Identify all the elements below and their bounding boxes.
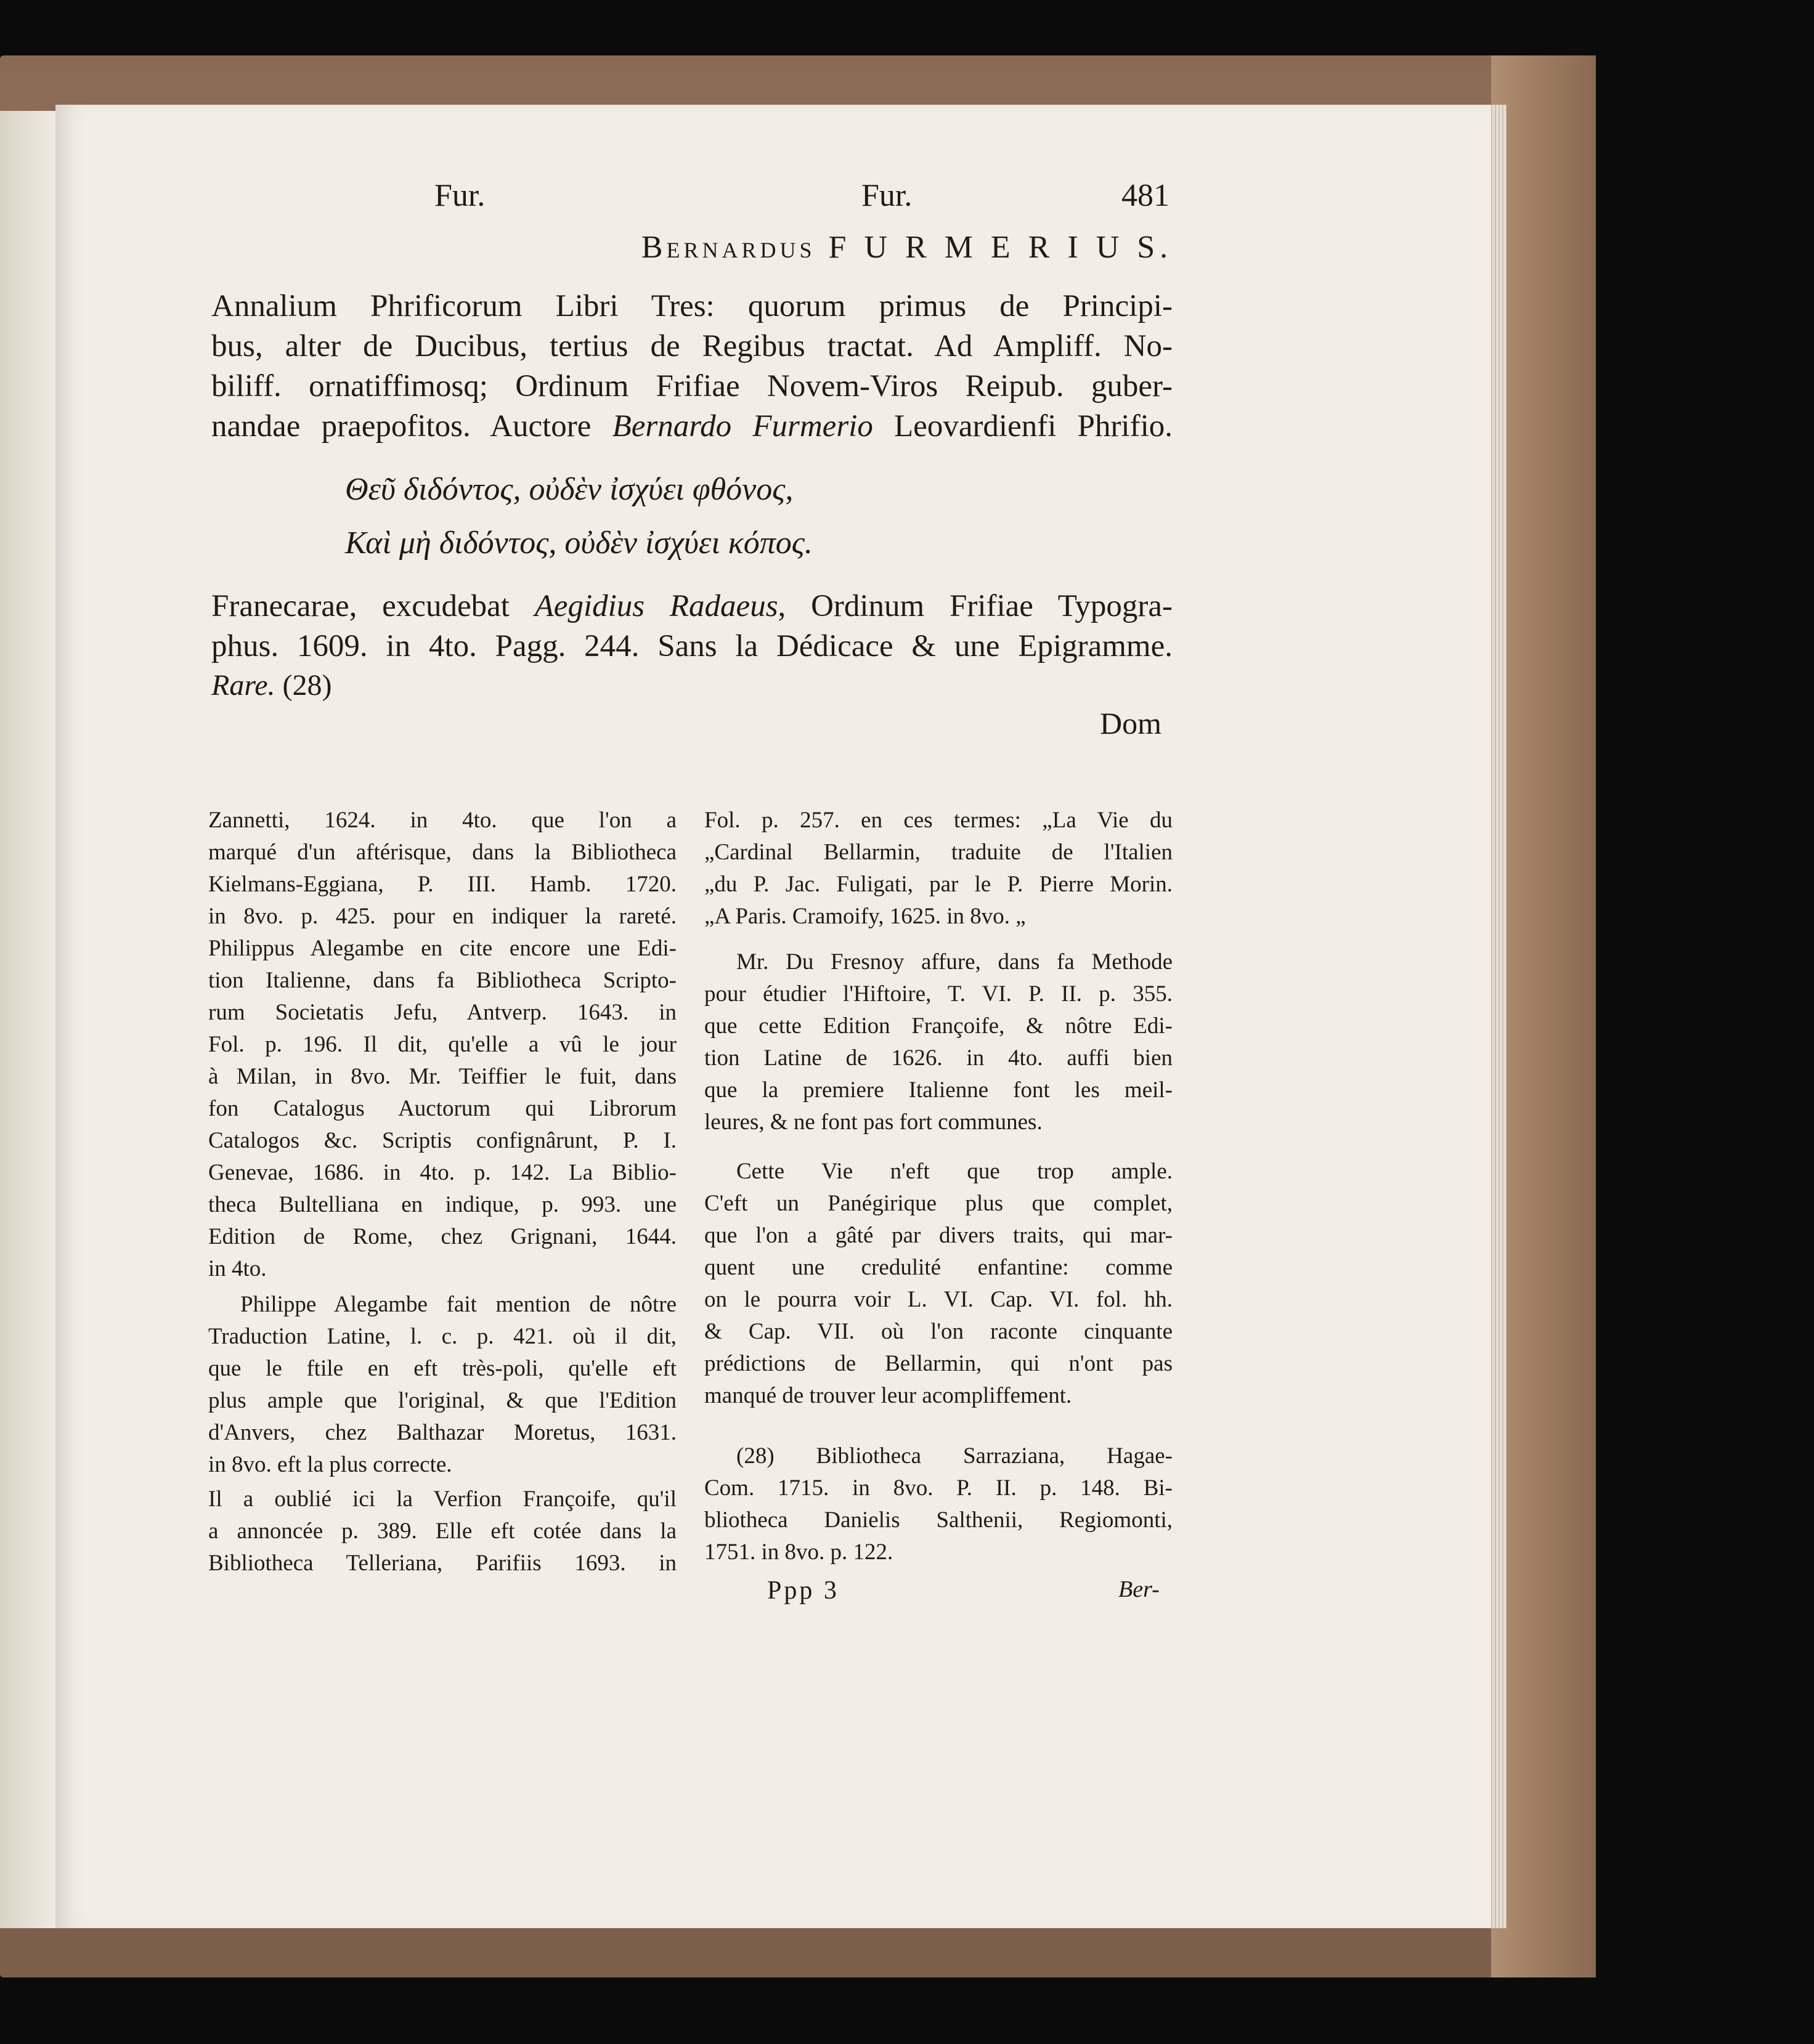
- right-line-6: pour étudier l'Hiftoire, T. VI. P. II. p. 355.: [704, 981, 1173, 1007]
- signature-mark: Ppp 3: [767, 1576, 839, 1605]
- left-line-19: plus ample que l'original, & que l'Edition: [208, 1388, 677, 1413]
- right-line-12: C'eft un Panégirique plus que complet,: [704, 1191, 1173, 1216]
- left-line-6: tion Italienne, dans fa Bibliotheca Scripto-: [208, 968, 677, 993]
- right-line-14: quent une credulité enfantine: comme: [704, 1255, 1173, 1280]
- footnote-line-3: bliotheca Danielis Salthenii, Regiomonti,: [704, 1507, 1173, 1533]
- right-line-17: prédictions de Bellarmin, qui n'ont pas: [704, 1351, 1173, 1376]
- printer-name: Aegidius Radaeus: [534, 589, 778, 623]
- author-name: Bernardo Furmerio: [612, 409, 873, 444]
- footnote-line-4: 1751. in 8vo. p. 122.: [704, 1539, 893, 1565]
- greek-verse-1: Θεῦ διδόντος, οὐδὲν ἰσχύει φθόνος,: [345, 472, 794, 507]
- left-line-1: Zannetti, 1624. in 4to. que l'on a: [208, 808, 677, 833]
- left-line-24: Bibliotheca Telleriana, Parifiis 1693. in: [208, 1551, 677, 1576]
- footnote-line-1: (28) Bibliotheca Sarraziana, Hagae-: [736, 1443, 1173, 1469]
- running-head-center: Fur.: [861, 178, 913, 213]
- right-line-16: & Cap. VII. où l'on raconte cinquante: [704, 1319, 1173, 1344]
- right-line-8: tion Latine de 1626. in 4to. auffi bien: [704, 1045, 1173, 1071]
- catchword-top: Dom: [1100, 706, 1161, 740]
- rarity-note: Rare. (28): [211, 669, 332, 702]
- right-line-15: on le pourra voir L. VI. Cap. VI. fol. hh.: [704, 1287, 1173, 1312]
- left-line-7: rum Societatis Jefu, Antverp. 1643. in: [208, 1000, 677, 1025]
- right-line-18: manqué de trouver leur acompliffement.: [704, 1383, 1072, 1408]
- right-line-7: que cette Edition Françoife, & nôtre Edi-: [704, 1013, 1173, 1039]
- page-number: 481: [1121, 178, 1169, 213]
- catchword-bottom: Ber-: [1118, 1576, 1160, 1602]
- left-line-23: a annoncée p. 389. Elle eft cotée dans la: [208, 1519, 677, 1544]
- title-surname: F U R M E R I U S.: [828, 230, 1173, 265]
- right-line-13: que l'on a gâté par divers traits, qui mar-: [704, 1223, 1173, 1248]
- left-line-11: Catalogos &c. Scriptis confignârunt, P. I.: [208, 1128, 677, 1153]
- running-head-left: Fur.: [434, 178, 486, 213]
- book-cover-edge: [1491, 55, 1596, 1977]
- left-line-16: Philippe Alegambe fait mention de nôtre: [240, 1292, 677, 1317]
- left-line-4: in 8vo. p. 425. pour en indiquer la rareté.: [208, 904, 677, 929]
- left-line-13: theca Bultelliana en indique, p. 993. une: [208, 1192, 677, 1217]
- left-line-8: Fol. p. 196. Il dit, qu'elle a vû le jour: [208, 1032, 677, 1057]
- right-line-1: Fol. p. 257. en ces termes: „La Vie du: [704, 808, 1173, 833]
- left-line-10: fon Catalogus Auctorum qui Librorum: [208, 1096, 677, 1121]
- left-line-18: que le ftile en eft très-poli, qu'elle eft: [208, 1356, 677, 1381]
- left-page-edge: [0, 111, 57, 1928]
- left-line-9: à Milan, in 8vo. Mr. Teiffier le fuit, dans: [208, 1064, 677, 1089]
- right-line-5: Mr. Du Fresnoy affure, dans fa Methode: [736, 949, 1173, 975]
- right-line-10: leures, & ne font pas fort communes.: [704, 1109, 1043, 1135]
- right-line-11: Cette Vie n'eft que trop ample.: [736, 1159, 1173, 1184]
- left-line-17: Traduction Latine, l. c. p. 421. où il dit,: [208, 1324, 677, 1349]
- entry-line-1: Annalium Phrificorum Libri Tres: quorum primus de Principi-: [211, 289, 1173, 323]
- left-line-21: in 8vo. eft la plus correcte.: [208, 1452, 452, 1477]
- left-line-14: Edition de Rome, chez Grignani, 1644.: [208, 1224, 677, 1249]
- left-line-12: Genevae, 1686. in 4to. p. 142. La Biblio-: [208, 1160, 677, 1185]
- entry-line-4: nandae praepofitos. Auctore Bernardo Furmerio Leovardienfi Phrifio.: [211, 409, 1173, 444]
- footnote-line-2: Com. 1715. in 8vo. P. II. p. 148. Bi-: [704, 1475, 1173, 1501]
- left-line-2: marqué d'un aftérisque, dans la Bibliotheca: [208, 840, 677, 865]
- entry-title: [0, 229, 1814, 266]
- left-line-15: in 4to.: [208, 1256, 267, 1281]
- left-line-5: Philippus Alegambe en cite encore une Edi-: [208, 936, 677, 961]
- greek-verse-2: Καὶ μὴ διδόντος, οὐδὲν ἰσχύει κόπος.: [345, 525, 813, 561]
- imprint-line-1: Franecarae, excudebat Aegidius Radaeus, Ordinum Frifiae Typogra-: [211, 589, 1173, 623]
- right-line-9: que la premiere Italienne font les meil-: [704, 1077, 1173, 1103]
- left-line-20: d'Anvers, chez Balthazar Moretus, 1631.: [208, 1420, 677, 1445]
- right-line-3: „du P. Jac. Fuligati, par le P. Pierre Morin.: [704, 872, 1173, 897]
- footnote-ref: (28): [282, 669, 332, 702]
- right-line-2: „Cardinal Bellarmin, traduite de l'Italien: [704, 840, 1173, 865]
- right-line-4: „A Paris. Cramoify, 1625. in 8vo. „: [704, 904, 1026, 929]
- left-line-3: Kielmans-Eggiana, P. III. Hamb. 1720.: [208, 872, 677, 897]
- entry-line-2: bus, alter de Ducibus, tertius de Regibus tractat. Ad Ampliff. No-: [211, 329, 1173, 363]
- title-first-name: Bernardus: [641, 230, 816, 265]
- imprint-line-2: phus. 1609. in 4to. Pagg. 244. Sans la Dédicace & une Epigramme.: [211, 629, 1173, 663]
- entry-line-3: biliff. ornatiffimosq; Ordinum Frifiae Novem-Viros Reipub. guber-: [211, 369, 1173, 404]
- left-line-22: Il a oublié ici la Verfion Françoife, qu'il: [208, 1486, 677, 1512]
